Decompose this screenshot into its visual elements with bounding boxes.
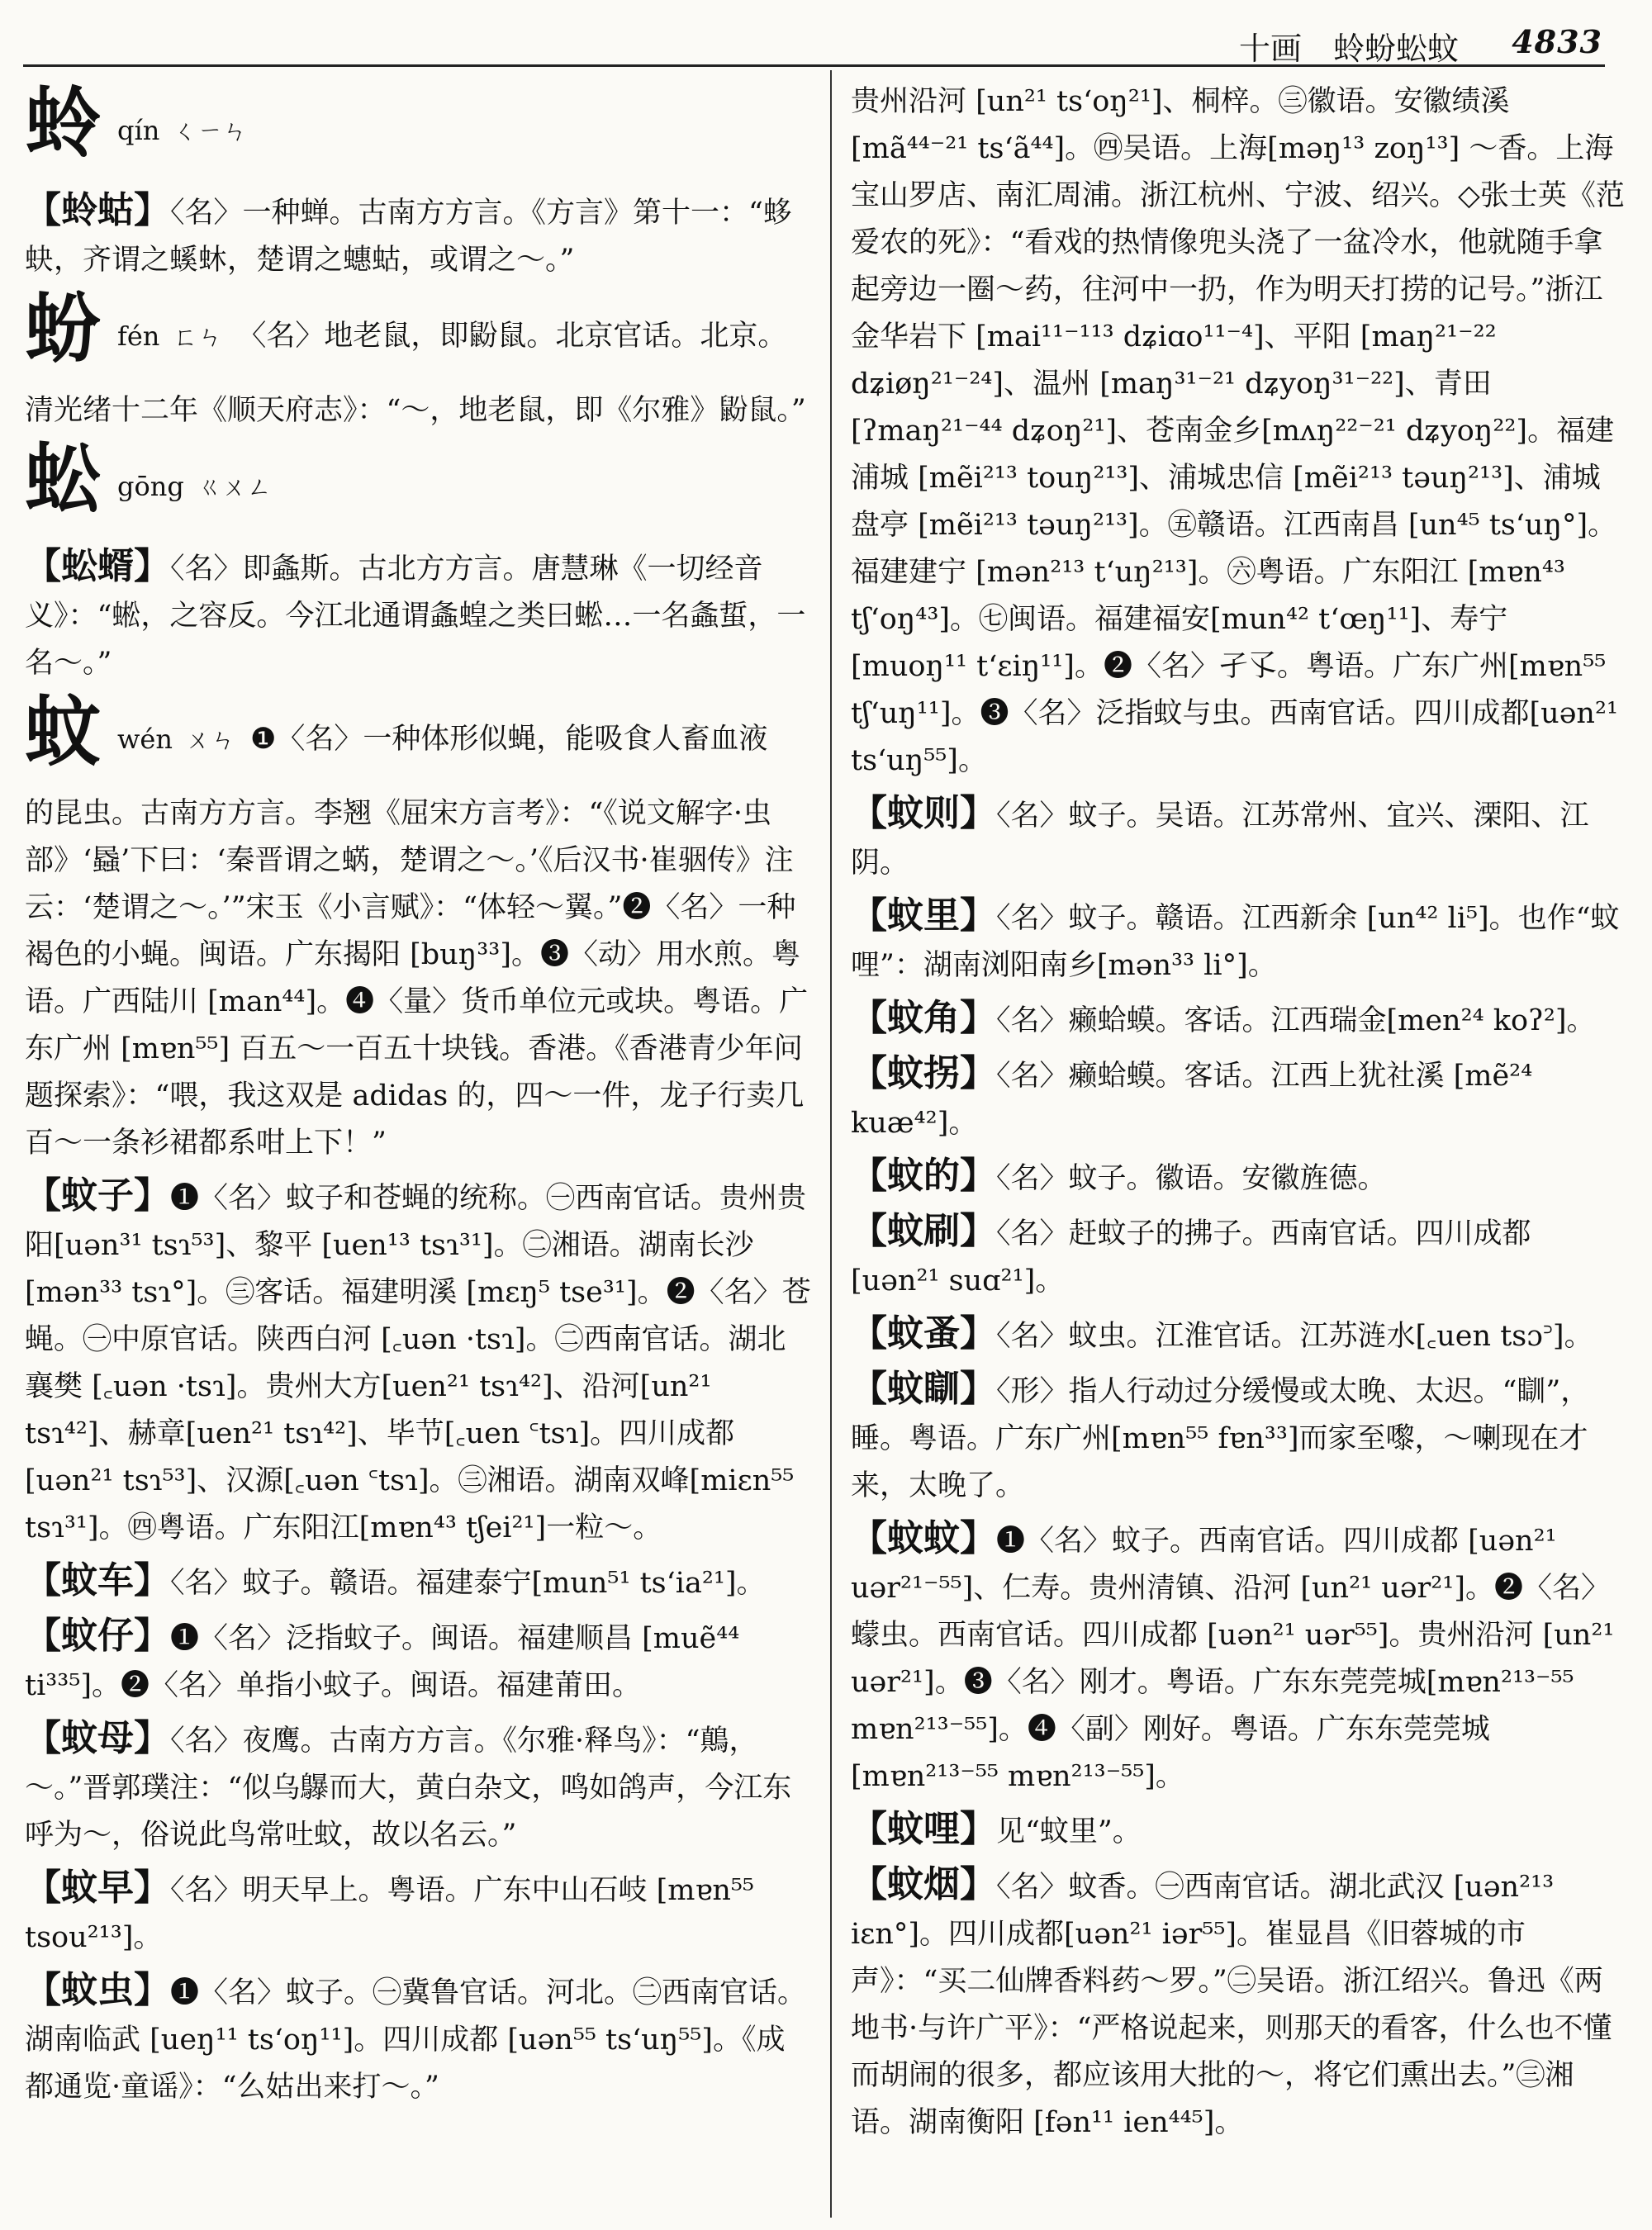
dictionary-entry <box>851 1208 1627 1305</box>
entry-headword: 【蚊蚊】 <box>851 1517 996 1559</box>
definition-continuation: 贵州沿河 [un²¹ tsʻoŋ²¹]、桐梓。㊂徽语。安徽绩溪 [mã⁴⁴⁻²¹ tsʻã⁴⁴]。㊃吴语。上海[məŋ¹³ zoŋ¹³] ～香。上海宝山罗店、南汇周浦。浙江杭州、宁波、绍兴。◇张士英《范爱农的死》：“看戏的热情像兜头浇了一盆冷水，他就随手拿起旁边一圈～药，往河中一扔，作为明天打捞的记号。”浙江金华岩下 [mai¹¹⁻¹¹³ dʑiɑo¹¹⁻⁴]、平阳 [maŋ²¹⁻²² dʑiøŋ²¹⁻²⁴]、温州 [maŋ³¹⁻²¹ dʑyoŋ³¹⁻²²]、青田 [ʔmaŋ²¹⁻⁴⁴ dʑoŋ²¹]、苍南金乡[mʌŋ²²⁻²¹ dʑyoŋ²²]。福建浦城 [mẽi²¹³ touŋ²¹³]、浦城忠信 [mẽi²¹³ təuŋ²¹³]、浦城盘亭 [mẽi²¹³ təuŋ²¹³]。㊄赣语。江西南昌 [un⁴⁵ tsʻuŋ°]。福建建宁 [mən²¹³ tʻuŋ²¹³]。㊅粤语。广东阳江 [mɐn⁴³ tʃʻoŋ⁴³]。㊆闽语。福建福安[mun⁴² tʻœŋ¹¹]、寿宁 [muoŋ¹¹ tʻɛiŋ¹¹]。❷〈名〉孑孓。粤语。广东广州[mɐn⁵⁵ tʃʻuŋ¹¹]。❸〈名〉泛指蚊与虫。西南官话。四川成都[uən²¹ tsʻuŋ⁵⁵]。 <box>851 85 1625 777</box>
entry-definition: 〈名〉蚊虫。江淮官话。江苏涟水[꜀uen tsɔ꜄]。 <box>996 1320 1593 1353</box>
entry-definition: 〈名〉蚊香。㊀西南官话。湖北武汉 [uən²¹³ iɛn°]。四川成都[uən²¹ iər⁵⁵]。崔显昌《旧蓉城的市声》：“买二仙牌香料药～罗。”㊁吴语。浙江绍兴。鲁迅《两地书·与许广平》：“严格说起来，则那天的看客，什么也不懂而胡闹的很多，都应该用大批的～，将它们熏出去。”㊂湘语。湖南衡阳 [fən¹¹ ien⁴⁴⁵]。 <box>851 1871 1612 2139</box>
entry-headword: 【蚊刷】 <box>851 1210 996 1252</box>
headword-character-row <box>25 434 814 538</box>
entry-headword: 【蚊虫】 <box>25 1969 170 2011</box>
right-column <box>851 78 1627 2218</box>
dictionary-entry <box>25 1864 814 1962</box>
headword-character: 蛉 <box>25 78 102 168</box>
zhuyin: ㄍㄨㄥ <box>197 473 272 502</box>
zhuyin: ㄑㄧㄣ <box>173 117 248 146</box>
headword-character: 蚣 <box>25 434 102 524</box>
entry-definition: ❶〈名〉蚊子和苍蝇的统称。㊀西南官话。贵州贵阳[uən³¹ tsɿ⁵³]、黎平 [uen¹³ tsɿ³¹]。㊁湘语。湖南长沙[mən³³ tsɿ°]。㊂客话。福建明溪 [mɛŋ⁵ tse³¹]。❷〈名〉苍蝇。㊀中原官话。陕西白河 [꜀uən ·tsɿ]。㊁西南官话。湖北襄樊 [꜀uən ·tsɿ]。贵州大方[uen²¹ tsɿ⁴²]、沿河[un²¹ tsɿ⁴²]、赫章[uen²¹ tsɿ⁴²]、毕节[꜀uen ꜂tsɿ]。四川成都[uən²¹ tsɿ⁵³]、汉源[꜀uən ꜂tsɿ]。㊂湘语。湖南双峰[miɛn⁵⁵ tsɿ³¹]。㊃粤语。广东阳江[mɐn⁴³ tʃei²¹]一粒～。 <box>25 1182 811 1544</box>
entry-headword: 【蚊车】 <box>25 1559 170 1601</box>
entry-definition: 〈名〉蚊子。徽语。安徽旌德。 <box>996 1162 1387 1195</box>
dictionary-entry <box>851 1310 1627 1360</box>
dictionary-entry <box>25 1715 814 1859</box>
dictionary-entry <box>25 543 814 687</box>
dictionary-entry <box>25 1967 814 2111</box>
dictionary-entry <box>25 1612 814 1710</box>
dictionary-entry <box>25 1557 814 1607</box>
definition-text: ❶〈名〉一种体形似蝇，能吸食人畜血液 <box>249 723 768 756</box>
entry-definition: 〈名〉癞蛤蟆。客话。江西瑞金[men²⁴ koʔ²]。 <box>996 1004 1596 1037</box>
dictionary-entry <box>851 1050 1627 1147</box>
entry-headword: 【蚊母】 <box>25 1717 170 1759</box>
dictionary-entry <box>851 1861 1627 2147</box>
entry-definition: 见“蚊里”。 <box>996 1815 1142 1848</box>
entry-headword: 【蛉蛄】 <box>25 189 170 231</box>
headword-character-row <box>25 687 814 790</box>
entry-headword: 【蚊拐】 <box>851 1052 996 1094</box>
page-number: 4833 <box>1512 23 1602 60</box>
dictionary-entry <box>851 892 1627 989</box>
entry-definition: 〈名〉即螽斯。古北方方言。唐慧琳《一切经音义》：“蜙，之容反。今江北通谓螽蝗之类曰蜙…一名螽蜇，一名～。” <box>25 553 806 680</box>
entry-headword: 【蚊瞓】 <box>851 1368 996 1410</box>
entry-definition: 〈名〉蚊子。赣语。江西新余 [un⁴² li⁵]。也作“蚊哩”：湖南浏阳南乡[mən³³ li°]。 <box>851 902 1620 982</box>
entry-headword: 【蚊烟】 <box>851 1863 996 1905</box>
dictionary-entry <box>25 1172 814 1552</box>
dictionary-entry <box>851 790 1627 887</box>
dictionary-entry <box>851 994 1627 1045</box>
headword-character-row <box>25 284 814 387</box>
entry-headword: 【蚊子】 <box>25 1174 170 1217</box>
pinyin: wén <box>117 724 173 755</box>
dictionary-entry <box>25 187 814 284</box>
entry-headword: 【蚊的】 <box>851 1155 996 1197</box>
zhuyin: ㄨㄣ <box>185 726 235 755</box>
entry-definition: 〈名〉夜鹰。古南方方言。《尔雅·释鸟》：“鷏，～。”晋郭璞注：“似乌鸔而大，黄白杂文，鸣如鸽声，今江东呼为～，俗说此鸟常吐蚊，故以名云。” <box>25 1725 792 1852</box>
column-divider <box>830 70 832 2218</box>
entry-definition: 〈名〉赶蚊子的拂子。西南官话。四川成都 [uən²¹ suɑ²¹]。 <box>851 1217 1531 1298</box>
headword-character: 蚡 <box>25 284 102 373</box>
dictionary-entry <box>851 1515 1627 1801</box>
entry-definition: 〈名〉蚊子。赣语。福建泰宁[mun⁵¹ tsʻia²¹]。 <box>170 1567 766 1600</box>
entry-definition: 〈形〉指人行动过分缓慢或太晚、太迟。“瞓”，睡。粤语。广东广州[mɐn⁵⁵ fɐn³³]而家至嚟，～喇现在才来，太晚了。 <box>851 1375 1590 1502</box>
entry-definition: ❶〈名〉蚊子。㊀冀鲁官话。河北。㊁西南官话。湖南临武 [ueŋ¹¹ tsʻoŋ¹¹]。四川成都 [uən⁵⁵ tsʻuŋ⁵⁵]。《成都通览·童谣》：“么姑出来打～。” <box>25 1976 807 2104</box>
dictionary-entry <box>851 1152 1627 1203</box>
entry-headword: 【蚊蚤】 <box>851 1312 996 1355</box>
definition-continuation: 的昆虫。古南方方言。李翘《屈宋方言考》：“《说文解字·虫部》‘蟁’下曰：‘秦晋谓之蜹，楚谓之～。’《后汉书·崔骃传》注云：‘楚谓之～。’”宋玉《小言赋》：“体轻～翼。”❷〈名〉一种褐色的小蝇。闽语。广东揭阳 [buŋ³³]。❸〈动〉用水煎。粤语。广西陆川 [man⁴⁴]。❹〈量〉货币单位元或块。粤语。广东广州 [mɐn⁵⁵] 百五～一百五十块钱。香港。《香港青少年问题探索》：“喂，我这双是 adidas 的，四～一件，龙子行卖几百～一条衫裙都系咁上下！” <box>25 797 809 1160</box>
section-title: 十画 蛉蚡蚣蚊 <box>1239 31 1460 67</box>
headword-character-row <box>25 78 814 182</box>
entry-definition: ❶〈名〉泛指蚊子。闽语。福建顺昌 [muẽ⁴⁴ ti³³⁵]。❷〈名〉单指小蚊子。闽语。福建莆田。 <box>25 1622 740 1702</box>
definition-text: 〈名〉地老鼠，即鼢鼠。北京官话。北京。 <box>237 320 787 353</box>
entry-definition: 〈名〉蚊子。吴语。江苏常州、宜兴、溧阳、江阴。 <box>851 799 1589 880</box>
entry-headword: 【蚣蝑】 <box>25 545 170 587</box>
dictionary-entry <box>851 1805 1627 1856</box>
definition-continuation: 清光绪十二年《顺天府志》：“～，地老鼠，即《尔雅》鼢鼠。” <box>25 394 806 427</box>
entry-definition: ❶〈名〉蚊子。西南官话。四川成都 [uən²¹ uər²¹⁻⁵⁵]、仁寿。贵州清镇、沿河 [un²¹ uər²¹]。❷〈名〉蠓虫。西南官话。四川成都 [uən²¹ uər⁵⁵]。贵州沿河 [un²¹ uər²¹]。❸〈名〉刚才。粤语。广东东莞莞城[mɐn²¹³⁻⁵⁵ mɐn²¹³⁻⁵⁵]。❹〈副〉刚好。粤语。广东东莞莞城[mɐn²¹³⁻⁵⁵ mɐn²¹³⁻⁵⁵]。 <box>851 1525 1615 1793</box>
pinyin: qín <box>117 115 160 146</box>
entry-headword: 【蚊早】 <box>25 1867 170 1909</box>
zhuyin: ㄈㄣ <box>173 323 223 352</box>
pinyin: fén <box>117 320 160 352</box>
left-column <box>25 78 814 2218</box>
entry-definition: 〈名〉明天早上。粤语。广东中山石岐 [mɐn⁵⁵ tsou²¹³]。 <box>25 1874 754 1954</box>
entry-headword: 【蚊则】 <box>851 792 996 834</box>
header-rule <box>23 64 1605 67</box>
pinyin: gōng <box>117 471 184 502</box>
entry-definition: 〈名〉癞蛤蟆。客话。江西上犹社溪 [mẽ²⁴ kuæ⁴²]。 <box>851 1060 1533 1140</box>
entry-headword: 【蚊角】 <box>851 997 996 1039</box>
dictionary-entry <box>851 1365 1627 1510</box>
entry-headword: 【蚊仔】 <box>25 1615 170 1657</box>
entry-headword: 【蚊哩】 <box>851 1808 996 1850</box>
headword-character: 蚊 <box>25 687 102 776</box>
entry-definition: 〈名〉一种蝉。古南方方言。《方言》第十一：“蛥蚗，齐谓之螇蚞，楚谓之蟪蛄，或谓之～。” <box>25 197 792 277</box>
entry-headword: 【蚊里】 <box>851 894 996 937</box>
